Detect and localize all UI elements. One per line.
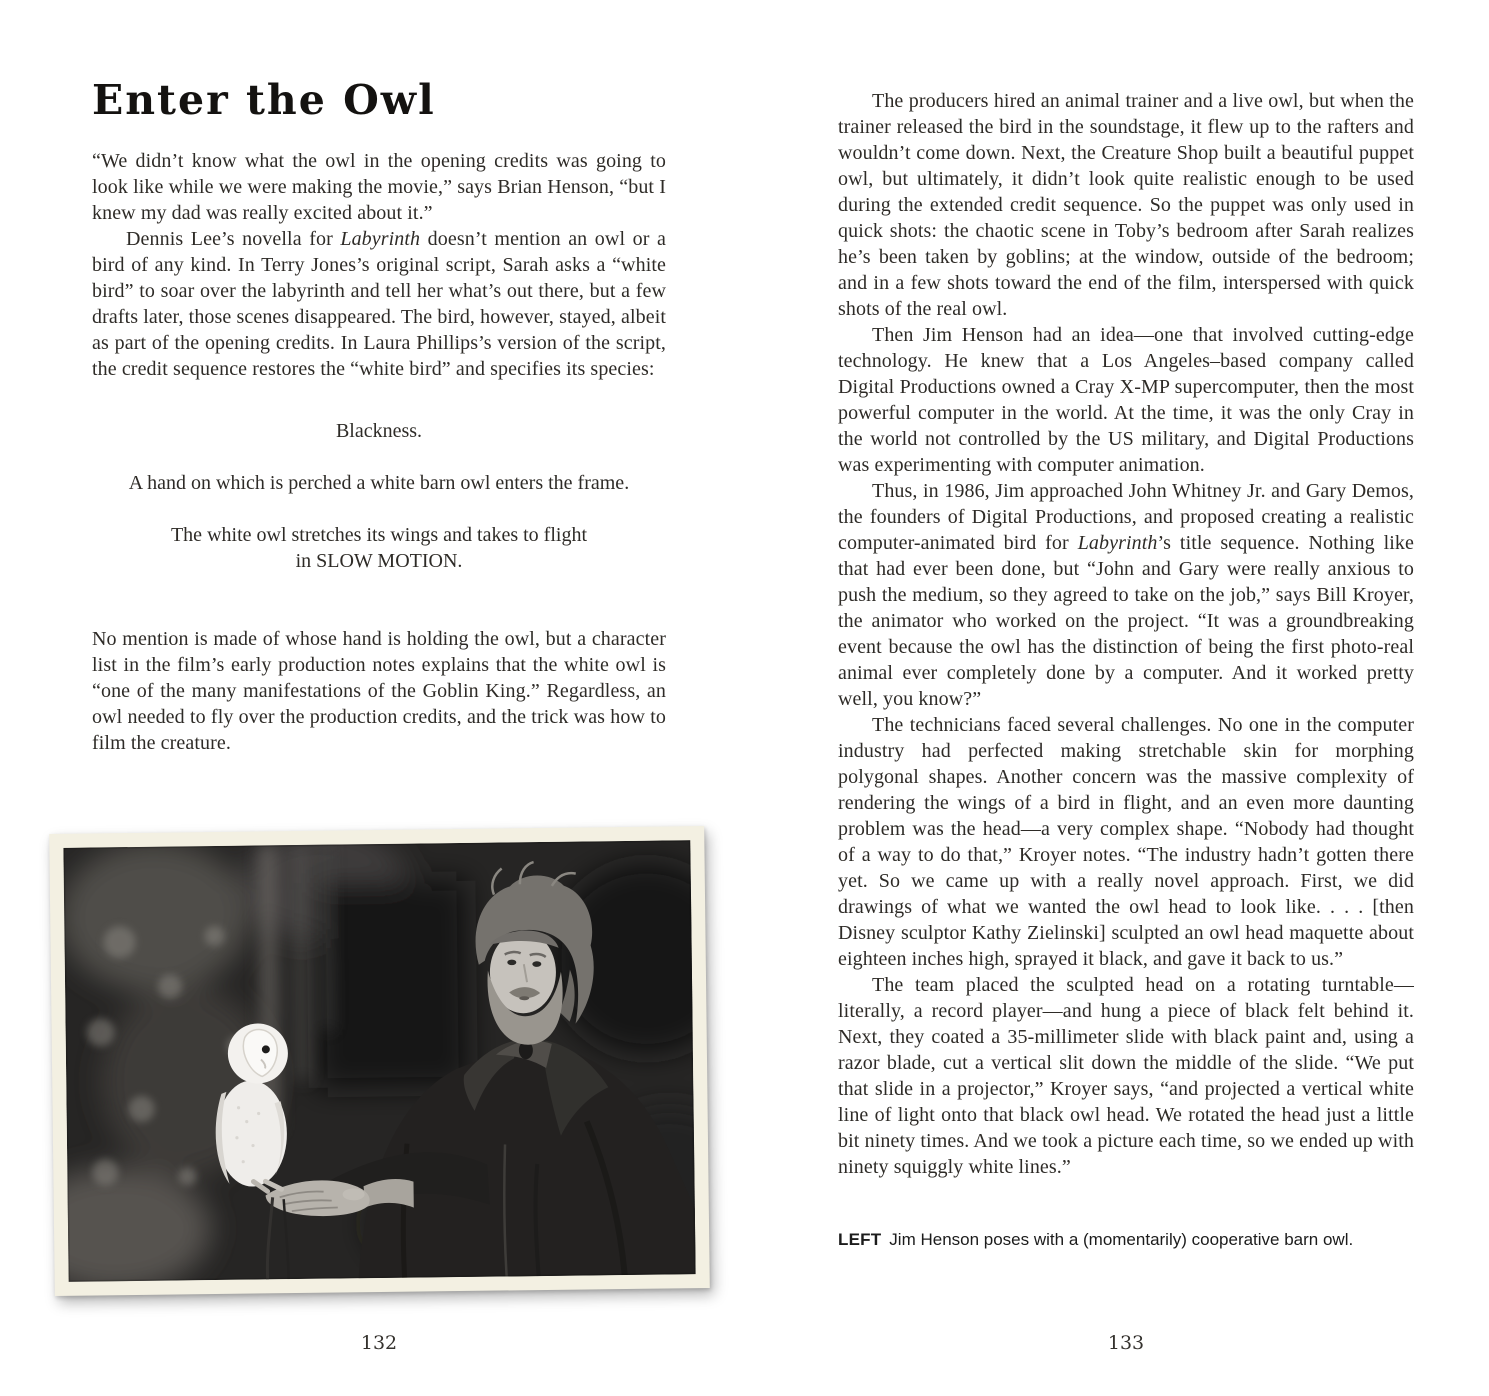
paragraph-producers: The producers hired an animal trainer and a live owl, but when the trainer released the bird in the soundstage, it flew up to the rafters and wouldn’t come down. Next, the Creature Shop built a beautiful puppet owl, but ultimately, it didn’t look quite realistic enough to be used during the extended credit sequence. So the puppet was only used in quick shots: the chaotic scene in Toby’s bedroom after Sarah realizes he’s been taken by goblins; at the window, outside of the bedroom; and in a few shots toward the end of the film, interspersed with quick shots of the real owl. [838, 90, 1414, 320]
paragraph-opening-quote: “We didn’t know what the owl in the opening credits was going to look like while we were making the movie,” says Brian Henson, “but I knew my dad was really excited about it.” [92, 150, 666, 224]
script-line-flight [92, 522, 666, 574]
paragraph-turntable: The team placed the sculpted head on a rotating turntable—literally, a record player—and hung a piece of black felt behind it. Next, they coated a 35-millimeter slide with black paint and, using a razor blade, cut a vertical slit down the middle of the slide. “We put that slide in a projector,” Kroyer says, “and projected a vertical white line of light onto that black owl head. We rotated the head just a little bit ninety times. And we took a picture each time, so we ended up with ninety squiggly white lines.” [838, 974, 1414, 1178]
photo-caption [838, 1228, 1414, 1251]
caption-text: Jim Henson poses with a (momentarily) cooperative barn owl. [889, 1230, 1354, 1249]
page-number-right: 133 [1107, 1332, 1145, 1354]
script-line-blackness: Blackness. [335, 420, 423, 442]
paragraph-novella: Dennis Lee’s novella for Labyrinth doesn’t mention an owl or a bird of any kind. In Terry Jones’s original script, Sarah asks a “white bird” to soar over the labyrinth and tell her what’s out there, but a few drafts later, those scenes disappeared. The bird, however, stayed, albeit as part of the opening credits. In Laura Phillips’s version of the script, the credit sequence restores the “white bird” and specifies its species: [92, 228, 667, 380]
script-line-flight-2: in SLOW MOTION. [295, 550, 463, 572]
script-excerpt [92, 418, 666, 574]
photo-frame [49, 826, 710, 1296]
page-left [92, 0, 666, 1396]
paragraph-idea: Then Jim Henson had an idea—one that involved cutting-edge technology. He knew that a Los Angeles–based company called Digital Productions owned a Cray X-MP supercomputer, then the most powerful computer in the world. At the time, it was the only Cray in the world not controlled by the US military, and Digital Productions was experimenting with computer animation. [838, 324, 1414, 476]
caption-label: LEFT [838, 1230, 882, 1249]
photo-jim-henson-owl [63, 840, 695, 1282]
paragraph-challenges: The technicians faced several challenges. No one in the computer industry had perfected making stretchable skin for morphing polygonal shapes. Another concern was the massive complexity of rendering the wings of a bird in flight, and an even more daunting problem was the head—a very complex shape. “Nobody had thought of a way to do that,” Kroyer notes. “The industry hadn’t gotten there yet. So we came up with a really novel approach. First, we did drawings of what we wanted the owl head to look like. . . . [then Disney sculptor Kathy Zielinski] sculpted an owl head maquette about eighteen inches high, sprayed it black, and gave it back to us.” [838, 714, 1414, 970]
paragraph-no-mention: No mention is made of whose hand is holding the owl, but a character list in the film’s early production notes explains that the white owl is “one of the many manifestations of the Goblin King.” Regardless, an owl needed to fly over the production credits, and the trick was how to film the creature. [92, 628, 666, 754]
page-number-left: 132 [360, 1332, 398, 1354]
script-line-flight-1: The white owl stretches its wings and takes to flight [170, 524, 588, 546]
paragraph-1986: Thus, in 1986, Jim approached John Whitney Jr. and Gary Demos, the founders of Digital Productions, and proposed creating a realistic computer-animated bird for Labyrinth’s title sequence. Nothing like that had ever been done, but “John and Gary were really anxious to push the medium, so they agreed to take on the job,” says Bill Kroyer, the animator who worked on the project. “It was a groundbreaking event because the owl has the distinction of being the first photo-real animal ever completely done by a computer. And it worked pretty well, you know?” [838, 480, 1414, 710]
chapter-title: Enter the Owl [92, 76, 436, 124]
page-right [838, 0, 1414, 1396]
script-line-hand: A hand on which is perched a white barn owl enters the frame. [128, 472, 630, 494]
